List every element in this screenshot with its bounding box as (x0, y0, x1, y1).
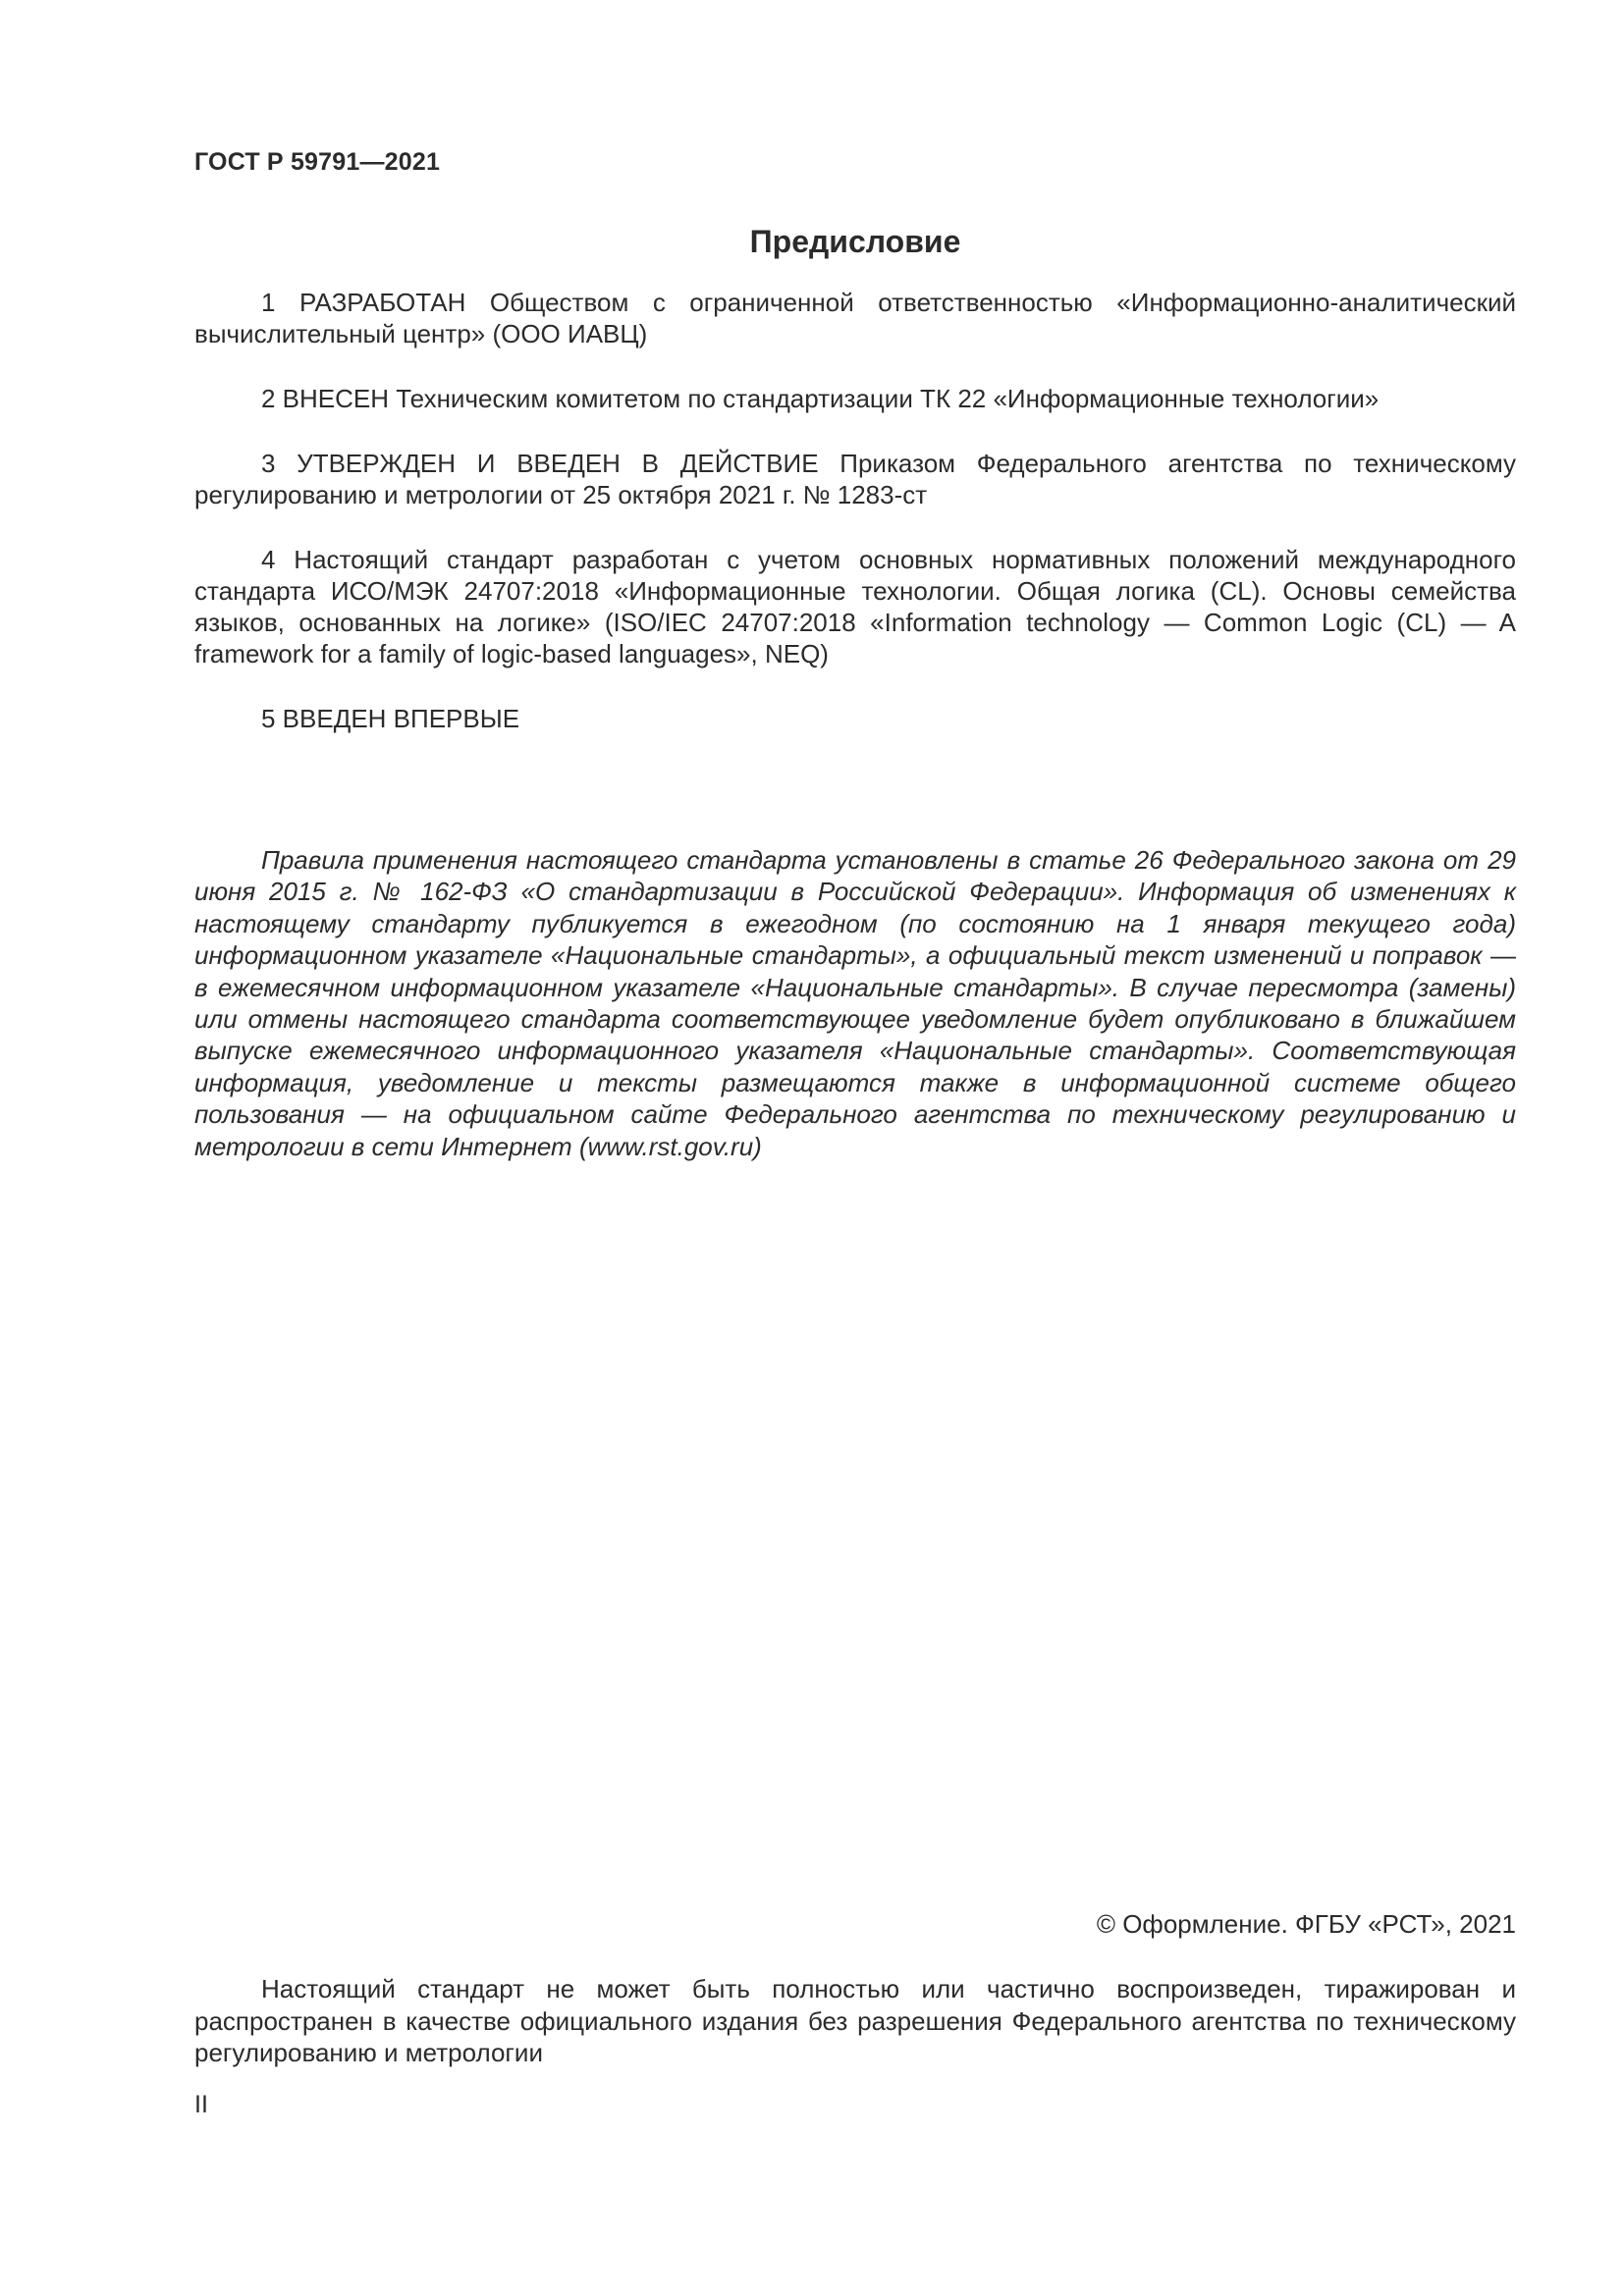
preface-items-list (194, 287, 1516, 768)
preface-title: Предисловие (749, 224, 961, 259)
page-number: II (194, 2091, 208, 2118)
preface-item-submitted: 2 ВНЕСЕН Техническим комитетом по стандартизации ТК 22 «Информационные технологии» (261, 384, 1380, 413)
reproduction-notice: Настоящий стандарт не может быть полностью или частично воспроизведен, тиражирован и распространен в качестве официального издания без разрешения Федерального агентства по техническому регулированию и метрологии (194, 1974, 1516, 2067)
application-rules-note: Правила применения настоящего стандарта установлены в статье 26 Федерального закона от 29 июня 2015 г. № 162-ФЗ «О стандартизации в Российской Федерации». Информация об изменениях к настоящему стандарту публикуется в ежегодном (по состоянию на 1 января текущего года) информационном указателе «Национальные стандарты», а официальный текст изменений и поправок — в ежемесячном информационном указателе «Национальные стандарты». В случае пересмотра (замены) или отмены настоящего стандарта соответствующее уведомление будет опубликовано в ближайшем выпуске ежемесячного информационного указателя «Национальные стандарты». Соответствующая информация, уведомление и тексты размещаются также в информационной системе общего пользования — на официальном сайте Федерального агентства по техническому регулированию и метрологии в сети Интернет (www.rst.gov.ru) (194, 845, 1516, 1161)
preface-item-international-basis: 4 Настоящий стандарт разработан с учетом основных нормативных положений международного стандарта ИСО/МЭК 24707:2018 «Информационные технологии. Общая логика (CL). Основы семейства языков, основанных на логике» (ISO/IEC 24707:2018 «Information technology — Common Logic (CL) — A framework for a family of logic-based languages», NEQ) (194, 545, 1516, 668)
preface-item-first-introduced: 5 ВВЕДЕН ВПЕРВЫЕ (261, 704, 520, 733)
preface-item-developed: 1 РАЗРАБОТАН Обществом с ограниченной ответственностью «Информационно-аналитический вычислительный центр» (ООО ИАВЦ) (194, 288, 1516, 348)
preface-item-approved: 3 УТВЕРЖДЕН И ВВЕДЕН В ДЕЙСТВИЕ Приказом Федерального агентства по техническому регулированию и метрологии от 25 октября 2021 г. № 1283-ст (194, 449, 1516, 509)
standard-code-header: ГОСТ Р 59791—2021 (194, 148, 441, 176)
copyright-line: © Оформление. ФГБУ «РСТ», 2021 (1096, 1909, 1516, 1939)
